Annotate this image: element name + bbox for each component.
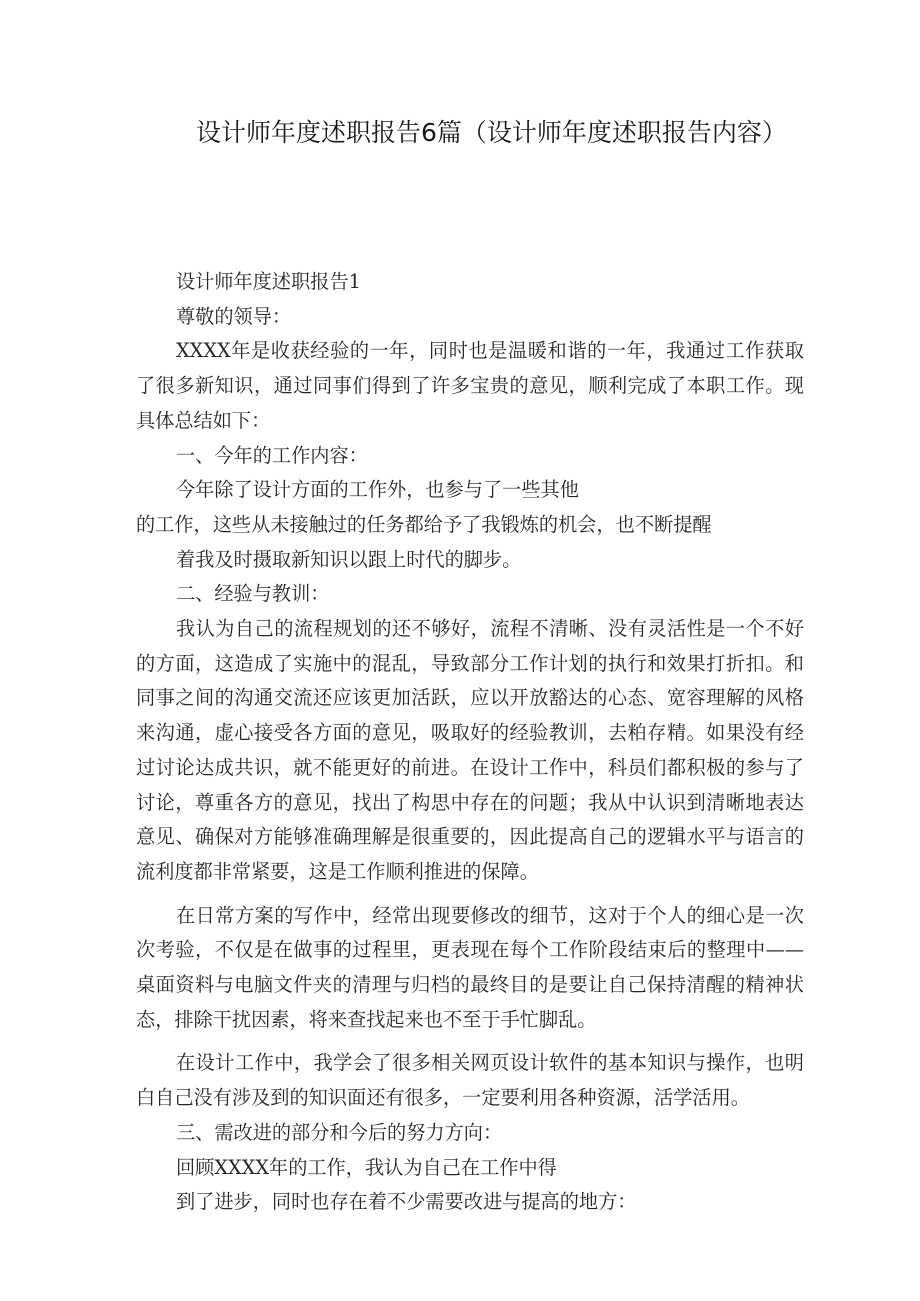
skills-paragraph: 在设计工作中，我学会了很多相关网页设计软件的基本知识与操作，也明白自己没有涉及到的知识面还有很多，一定要利用各种资源，活学活用。 <box>136 1051 804 1110</box>
work-paragraph-line-1: 今年除了设计方面的工作外，也参与了一些其他 <box>176 478 579 502</box>
salutation: 尊敬的领导： <box>176 304 292 328</box>
section-heading-improvement: 三、需改进的部分和今后的努力方向： <box>176 1120 503 1144</box>
review-paragraph-line-2: 到了进步，同时也存在着不少需要改进与提高的地方： <box>176 1190 637 1214</box>
intro-paragraph: XXXX年是收获经验的一年，同时也是温暖和谐的一年，我通过工作获取了很多新知识，通过同事们得到了许多宝贵的意见，顺利完成了本职工作。现具体总结如下： <box>136 339 804 432</box>
section-heading-work: 一、今年的工作内容： <box>176 443 368 467</box>
writing-paragraph: 在日常方案的写作中，经常出现要修改的细节，这对于个人的细心是一次次考验，不仅是在做事的过程里，更表现在每个工作阶段结束后的整理中——桌面资料与电脑文件夹的清理与归档的最终目的是要让自己保持清醒的精神状态，排除干扰因素，将来查找起来也不至于手忙脚乱。 <box>136 903 804 1031</box>
lessons-paragraph: 我认为自己的流程规划的还不够好，流程不清晰、没有灵活性是一个不好的方面，这造成了实施中的混乱，导致部分工作计划的执行和效果打折扣。和同事之间的沟通交流还应该更加活跃，应以开放豁达的心态、宽容理解的风格来沟通，虚心接受各方面的意见，吸取好的经验教训，去粕存精。如果没有经过讨论达成共识，就不能更好的前进。在设计工作中，科员们都积极的参与了讨论，尊重各方的意见，找出了构思中存在的问题；我从中认识到清晰地表达意见、确保对方能够准确理解是很重要的，因此提高自己的逻辑水平与语言的流利度都非常紧要，这是工作顺利推进的保障。 <box>136 617 804 883</box>
document-title: 设计师年度述职报告6篇（设计师年度述职报告内容） <box>196 118 787 147</box>
document-body <box>136 265 804 1220</box>
work-paragraph-line-3: 着我及时摄取新知识以跟上时代的脚步。 <box>176 547 522 571</box>
report-heading: 设计师年度述职报告1 <box>176 270 361 293</box>
work-paragraph-line-2: 的工作，这些从未接触过的任务都给予了我锻炼的机会，也不断提醒 <box>136 512 712 536</box>
section-heading-lessons: 二、经验与教训： <box>176 582 330 606</box>
review-paragraph-line-1: 回顾XXXX年的工作，我认为自己在工作中得 <box>176 1155 557 1179</box>
